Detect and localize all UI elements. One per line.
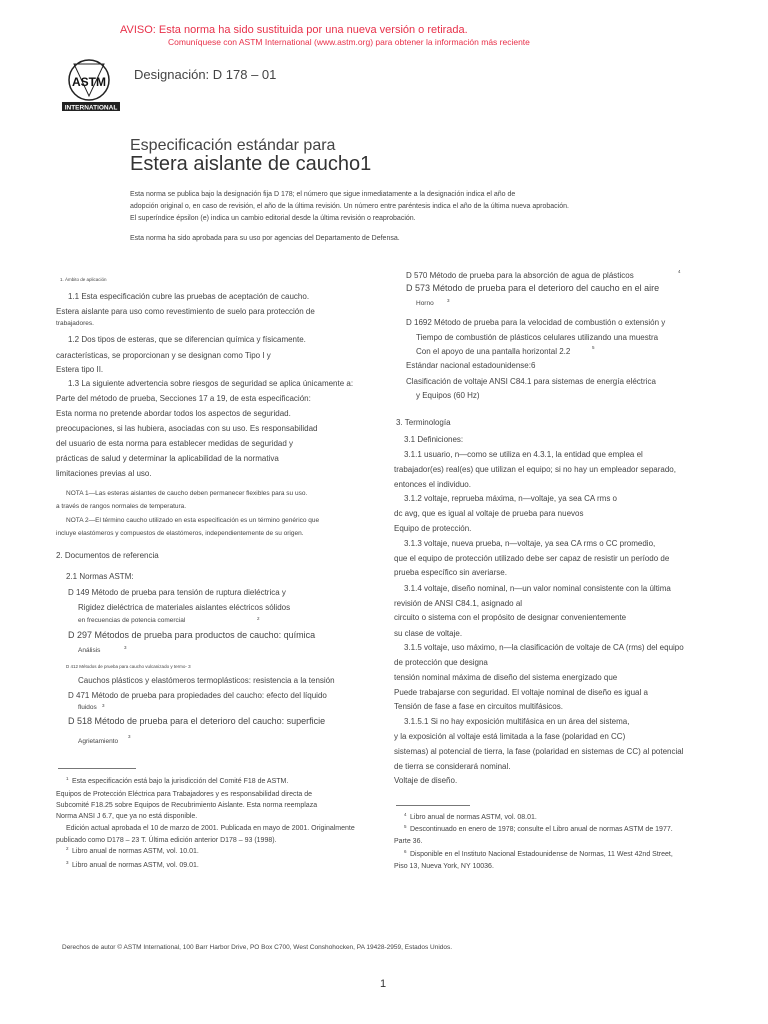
paragraph-line: Esta norma no pretende abordar todos los aspectos de seguridad. xyxy=(56,409,291,418)
reference-d412: D 412 Métodos de prueba para caucho vulcanizado y termo- 3 xyxy=(66,664,191,669)
definition-line: 3.1.1 usuario, n—como se utiliza en 4.3.1, la entidad que emplea el xyxy=(404,450,643,459)
svg-text:ASTM: ASTM xyxy=(72,75,106,89)
footnote-number: 4 xyxy=(404,812,407,817)
definition-line: Equipo de protección. xyxy=(394,524,472,533)
reference-d518: D 518 Método de prueba para el deterioro del caucho: superficie xyxy=(68,716,326,726)
footnote-line: Piso 13, Nueva York, NY 10036. xyxy=(394,863,494,870)
reference-line: Rigidez dieléctrica de materiales aislantes eléctricos sólidos xyxy=(78,603,291,612)
section-heading-scope: 1. Ámbito de aplicación xyxy=(60,277,107,282)
note-1: NOTA 1—Las esteras aislantes de caucho deben permanecer flexibles para su uso. xyxy=(66,490,308,497)
subsection-heading-definitions: 3.1 Definiciones: xyxy=(404,435,464,444)
footnote-line: publicado como D178 – 23 T. Última edición anterior D178 – 93 (1998). xyxy=(56,837,277,844)
reference-line: Tiempo de combustión de plásticos celulares utilizando una muestra xyxy=(416,333,659,342)
right-column xyxy=(394,0,714,1024)
left-column xyxy=(56,0,376,1024)
reference-d471: D 471 Método de prueba para propiedades del caucho: efecto del líquido xyxy=(68,691,327,700)
page-number: 1 xyxy=(380,978,387,990)
svg-text:INTERNATIONAL: INTERNATIONAL xyxy=(64,104,118,112)
reference-d1692: D 1692 Método de prueba para la velocidad de combustión o extensión y xyxy=(406,318,666,327)
reference-line: Cauchos plásticos y elastómeros termoplásticos: resistencia a la tensión xyxy=(78,676,335,685)
paragraph-line: trabajadores. xyxy=(56,320,94,327)
definition-line: trabajador(es) real(es) que utilizan el equipo; si no hay un empleador separado, xyxy=(394,465,676,474)
paragraph-line: características, se proporcionan y se designan como Tipo I y xyxy=(56,351,271,360)
definition-line: Tensión de fase a fase en circuitos multifásicos. xyxy=(394,702,563,711)
footnote-mark: 3 xyxy=(124,645,127,650)
footnote-divider xyxy=(396,805,470,806)
footnote-mark: 3 xyxy=(102,703,105,708)
note-2-cont: incluye elastómeros y compuestos de elastómeros, independientemente de su origen. xyxy=(56,530,304,537)
reference-line: fluidos xyxy=(78,704,97,711)
paragraph-line: Estera tipo II. xyxy=(56,365,104,374)
definition-line: Voltaje de diseño. xyxy=(394,776,458,785)
footnote-line: Parte 36. xyxy=(394,838,423,845)
ansi-standard-heading: Estándar nacional estadounidense:6 xyxy=(406,361,536,370)
footnote-line: Edición actual aprobada el 10 de marzo de 2001. Publicada en mayo de 2001. Originalmente xyxy=(66,825,355,832)
footnote-mark: 3 xyxy=(447,298,450,303)
definition-line: de tierra se considerará nominal. xyxy=(394,762,511,771)
definition-line: prueba específico sin averiarse. xyxy=(394,568,507,577)
note-2: NOTA 2—El término caucho utilizado en esta especificación es un término genérico que xyxy=(66,517,320,524)
withdrawn-warning: AVISO: Esta norma ha sido sustituida por una nueva versión o retirada. xyxy=(120,24,468,36)
reference-d573: D 573 Método de prueba para el deterioro del caucho en el aire xyxy=(406,283,660,293)
footnote-number: 6 xyxy=(404,849,407,854)
definition-line: entonces el individuo. xyxy=(394,480,471,489)
footnote-number: 5 xyxy=(404,824,407,829)
paragraph-line: limitaciones previas al uso. xyxy=(56,469,152,478)
subsection-heading-astm: 2.1 Normas ASTM: xyxy=(66,572,134,581)
paragraph-line: del usuario de esta norma para establecer medidas de seguridad y xyxy=(56,439,294,448)
definition-line: circuito o sistema con el propósito de designar convenientemente xyxy=(394,613,627,622)
footnote-line: Subcomité F18.25 sobre Equipos de Recubrimiento Aislante. Esta norma reemplaza xyxy=(56,802,318,809)
intro-line: El superíndice épsilon (e) indica un cambio editorial desde la última revisión o reaprobación. xyxy=(130,215,416,222)
definition-line: su clase de voltaje. xyxy=(394,629,463,638)
definition-line: 3.1.3 voltaje, nueva prueba, n—voltaje, ya sea CA rms o CC promedio, xyxy=(404,539,656,548)
footnote-mark: 4 xyxy=(678,269,681,274)
footnote-2: Libro anual de normas ASTM, vol. 10.01. xyxy=(72,848,199,855)
paragraph-line: Parte del método de prueba, Secciones 17 a 19, de esta especificación: xyxy=(56,394,311,403)
paragraph-line: prácticas de salud y determinar la aplicabilidad de la normativa xyxy=(56,454,279,463)
definition-line: que el equipo de protección utilizado debe ser capaz de resistir un período de xyxy=(394,554,670,563)
definition-line: 3.1.5.1 Si no hay exposición multifásica en un área del sistema, xyxy=(404,717,630,726)
footnote-6: Disponible en el Instituto Nacional Estadounidense de Normas, 11 West 42nd Street, xyxy=(410,851,673,858)
designation: Designación: D 178 – 01 xyxy=(134,67,277,82)
definition-line: dc avg, que es igual al voltaje de prueba para nuevos xyxy=(394,509,584,518)
footnote-4: Libro anual de normas ASTM, vol. 08.01. xyxy=(410,814,537,821)
footnote-1: Esta especificación está bajo la jurisdicción del Comité F18 de ASTM. xyxy=(72,778,289,785)
footnote-line: Equipos de Protección Eléctrica para Trabajadores y es responsabilidad directa de xyxy=(56,791,313,798)
paragraph-line: preocupaciones, si las hubiera, asociadas con su uso. Es responsabilidad xyxy=(56,424,318,433)
definition-line: 3.1.4 voltaje, diseño nominal, n—un valor nominal consistente con la última xyxy=(404,584,671,593)
footnote-number: 1 xyxy=(66,776,69,781)
definition-line: sistemas) al potencial de tierra, la fase (polaridad en sistemas de CC) al potencial xyxy=(394,747,684,756)
paragraph-line: 1.3 La siguiente advertencia sobre riesgos de seguridad se aplica únicamente a: xyxy=(68,379,354,388)
footnote-number: 2 xyxy=(66,846,69,851)
reference-c84: Clasificación de voltaje ANSI C84.1 para sistemas de energía eléctrica xyxy=(406,377,656,386)
section-heading-references: 2. Documentos de referencia xyxy=(56,551,159,560)
paragraph-line: Estera aislante para uso como revestimiento de suelo para protección de xyxy=(56,307,315,316)
reference-line: en frecuencias de potencia comercial xyxy=(78,617,186,624)
paragraph-line: 1.2 Dos tipos de esteras, que se diferencian química y físicamente. xyxy=(68,335,306,344)
footnote-3: Libro anual de normas ASTM, vol. 09.01. xyxy=(72,862,199,869)
reference-line: Con el apoyo de una pantalla horizontal 2.2 xyxy=(416,347,571,356)
footnote-number: 3 xyxy=(66,860,69,865)
definition-line: tensión nominal máxima de diseño del sistema energizado que xyxy=(394,673,618,682)
reference-d149: D 149 Método de prueba para tensión de ruptura dieléctrica y xyxy=(68,588,286,597)
footnote-mark: 3 xyxy=(128,734,131,739)
reference-line: y Equipos (60 Hz) xyxy=(416,391,480,400)
reference-d570: D 570 Método de prueba para la absorción de agua de plásticos xyxy=(406,271,634,280)
note-1-cont: a través de rangos normales de temperatura. xyxy=(56,503,187,510)
footnote-5: Descontinuado en enero de 1978; consulte el Libro anual de normas ASTM de 1977. xyxy=(410,826,673,833)
definition-line: Puede trabajarse con seguridad. El voltaje nominal de diseño es igual a xyxy=(394,688,648,697)
intro-line: Esta norma ha sido aprobada para su uso por agencias del Departamento de Defensa. xyxy=(130,235,400,242)
definition-line: y la exposición al voltaje está limitada a la fase (polaridad en CC) xyxy=(394,732,626,741)
document-title: Estera aislante de caucho1 xyxy=(130,153,372,175)
reference-line: Análisis xyxy=(78,647,101,654)
paragraph-line: 1.1 Esta especificación cubre las pruebas de aceptación de caucho. xyxy=(68,292,310,301)
contact-notice: Comuníquese con ASTM International (www.astm.org) para obtener la información más reciente xyxy=(168,37,530,47)
footnote-mark: 5 xyxy=(592,345,595,350)
intro-line: Esta norma se publica bajo la designación fija D 178; el número que sigue inmediatamente a la designación indica el año de xyxy=(130,191,516,198)
reference-d297: D 297 Métodos de prueba para productos de caucho: química xyxy=(68,630,316,640)
spec-type: Especificación estándar para xyxy=(130,137,336,154)
intro-line: adopción original o, en caso de revisión, el año de la última revisión. Un número entre paréntesis indica el año de la última nueva aprobación. xyxy=(130,203,569,210)
reference-line: Horno xyxy=(416,300,434,307)
definition-line: revisión de ANSI C84.1, asignado al xyxy=(394,599,523,608)
definition-line: 3.1.5 voltaje, uso máximo, n—la clasificación de voltaje de CA (rms) del equipo xyxy=(404,643,684,652)
copyright-notice: Derechos de autor © ASTM International, 100 Barr Harbor Drive, PO Box C700, West Conshohocken, PA 19428-2959, Estados Unidos. xyxy=(62,944,453,951)
reference-line: Agrietamiento xyxy=(78,738,119,745)
definition-line: de protección que designa xyxy=(394,658,488,667)
footnote-line: Norma ANSI J 6.7, que ya no está disponible. xyxy=(56,813,198,820)
section-heading-terminology: 3. Terminología xyxy=(396,418,451,427)
definition-line: 3.1.2 voltaje, reprueba máxima, n—voltaje, ya sea CA rms o xyxy=(404,494,617,503)
footnote-divider xyxy=(58,768,136,769)
footnote-mark: 2 xyxy=(257,616,260,621)
